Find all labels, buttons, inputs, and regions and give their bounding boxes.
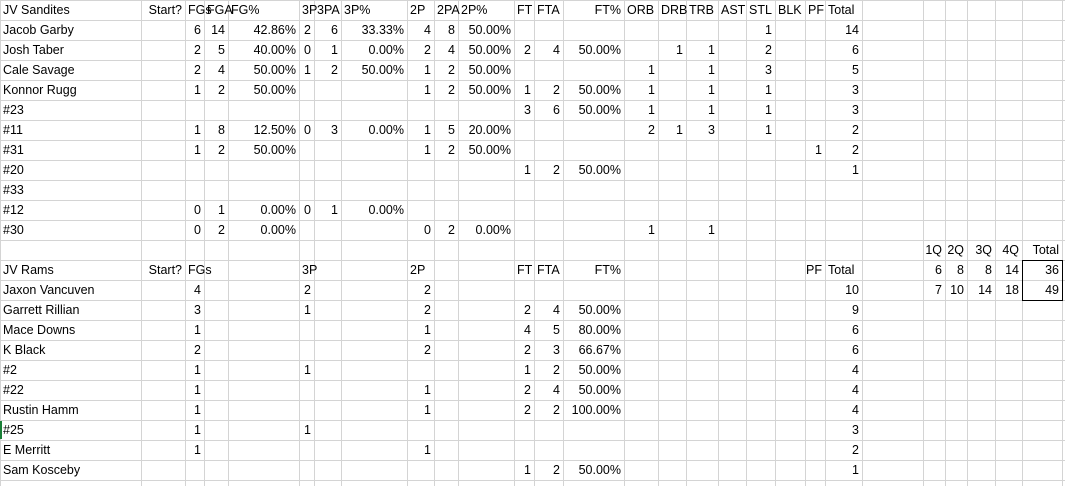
column-header: TRB <box>689 3 714 17</box>
stat-cell[interactable]: 5 <box>218 43 225 57</box>
stat-cell[interactable]: 42.86% <box>253 23 296 37</box>
stat-cell[interactable]: 50.00% <box>578 463 621 477</box>
stat-cell[interactable]: 50.00% <box>578 83 621 97</box>
stat-cell[interactable]: 2 <box>524 43 531 57</box>
stat-cell[interactable]: 2 <box>553 363 560 377</box>
column-header: FT <box>517 3 533 17</box>
stat-cell[interactable]: 2 <box>304 283 311 297</box>
column-header: 2PA <box>437 3 460 17</box>
stat-cell[interactable]: 1 <box>304 363 311 377</box>
stat-cell[interactable]: 2 <box>524 343 531 357</box>
quarter-score-cell[interactable]: 6 <box>935 263 942 277</box>
stat-cell[interactable]: 50.00% <box>468 83 511 97</box>
column-header: Total <box>828 3 855 17</box>
stat-cell[interactable]: 2 <box>448 83 455 97</box>
stat-cell[interactable]: 50.00% <box>253 83 296 97</box>
stat-cell[interactable]: 1 <box>194 123 201 137</box>
stat-cell[interactable]: 1 <box>524 83 531 97</box>
stat-cell[interactable]: 0.00% <box>475 223 511 237</box>
stat-cell[interactable]: 80.00% <box>578 323 621 337</box>
stat-cell[interactable]: 1 <box>194 83 201 97</box>
stat-cell[interactable]: 1 <box>765 83 772 97</box>
column-header: FTA <box>537 3 560 17</box>
stat-cell[interactable]: 50.00% <box>578 363 621 377</box>
stat-cell[interactable]: 6 <box>194 23 201 37</box>
stat-cell[interactable]: 2 <box>648 123 655 137</box>
stat-cell[interactable]: 1 <box>194 423 201 437</box>
stat-cell[interactable]: 2 <box>331 63 338 77</box>
stat-cell[interactable]: 0 <box>304 203 311 217</box>
quarter-score-cell[interactable]: 10 <box>950 283 964 297</box>
stat-cell[interactable]: 5 <box>448 123 455 137</box>
quarter-score-cell[interactable]: 14 <box>978 283 992 297</box>
grid-line <box>0 280 1065 281</box>
player-name-cell[interactable]: Mace Downs <box>3 323 76 337</box>
stat-cell[interactable]: 8 <box>448 23 455 37</box>
stat-cell[interactable]: 1 <box>676 123 683 137</box>
stat-cell[interactable]: 4 <box>852 363 859 377</box>
stat-cell[interactable]: 1 <box>304 423 311 437</box>
quarter-score-cell[interactable]: 49 <box>1045 283 1059 297</box>
grid-line <box>0 20 1065 21</box>
stat-cell[interactable]: 4 <box>524 323 531 337</box>
stat-cell[interactable]: 1 <box>765 123 772 137</box>
quarter-header: 2Q <box>947 243 964 257</box>
quarter-header: 3Q <box>975 243 992 257</box>
quarter-score-cell[interactable]: 14 <box>1005 263 1019 277</box>
quarter-score-cell[interactable]: 36 <box>1045 263 1059 277</box>
stat-cell[interactable]: 2 <box>448 63 455 77</box>
stat-cell[interactable]: 0 <box>424 223 431 237</box>
stat-cell[interactable]: 1 <box>648 223 655 237</box>
stat-cell[interactable]: 1 <box>852 163 859 177</box>
stat-cell[interactable]: 14 <box>211 23 225 37</box>
stat-cell[interactable]: 4 <box>553 303 560 317</box>
stat-cell[interactable]: 1 <box>524 363 531 377</box>
stat-cell[interactable]: 50.00% <box>468 63 511 77</box>
player-name-cell[interactable]: E Merritt <box>3 443 51 457</box>
stat-cell[interactable]: 2 <box>553 163 560 177</box>
stat-cell[interactable]: 1 <box>424 123 431 137</box>
stat-cell[interactable]: 4 <box>448 43 455 57</box>
column-header: PF <box>808 3 824 17</box>
player-name-cell[interactable]: #20 <box>3 163 24 177</box>
player-name-cell[interactable]: Cale Savage <box>3 63 75 77</box>
stat-cell[interactable]: 6 <box>852 343 859 357</box>
stat-cell[interactable]: 1 <box>648 63 655 77</box>
column-header: FGs <box>188 263 212 277</box>
stat-cell[interactable]: 1 <box>765 103 772 117</box>
player-name-cell[interactable]: #33 <box>3 183 24 197</box>
stat-cell[interactable]: 3 <box>765 63 772 77</box>
player-name-cell[interactable]: Konnor Rugg <box>3 83 77 97</box>
stat-cell[interactable]: 1 <box>194 143 201 157</box>
stat-cell[interactable]: 0.00% <box>368 203 404 217</box>
column-header: 3PA <box>317 3 340 17</box>
stat-cell[interactable]: 2 <box>765 43 772 57</box>
stat-cell[interactable]: 6 <box>553 103 560 117</box>
stat-cell[interactable]: 40.00% <box>253 43 296 57</box>
column-header: PF <box>806 263 822 277</box>
stat-cell[interactable]: 4 <box>553 43 560 57</box>
player-name-cell[interactable]: Jacob Garby <box>3 23 74 37</box>
stat-cell[interactable]: 1 <box>424 383 431 397</box>
column-header: DRB <box>661 3 688 17</box>
row-selection-indicator <box>0 421 2 439</box>
stat-cell[interactable]: 50.00% <box>578 383 621 397</box>
stat-cell[interactable]: 1 <box>424 143 431 157</box>
stat-cell[interactable]: 1 <box>648 103 655 117</box>
stat-cell[interactable]: 1 <box>331 203 338 217</box>
stat-cell[interactable]: 5 <box>852 63 859 77</box>
stat-cell[interactable]: 50.00% <box>578 163 621 177</box>
stat-cell[interactable]: 2 <box>553 83 560 97</box>
stat-cell[interactable]: 1 <box>524 163 531 177</box>
stat-cell[interactable]: 50.00% <box>468 23 511 37</box>
grid-line <box>0 440 1065 441</box>
column-header: FG% <box>231 3 260 17</box>
stat-cell[interactable]: 0 <box>194 203 201 217</box>
stat-cell[interactable]: 1 <box>648 83 655 97</box>
stat-cell[interactable]: 4 <box>194 283 201 297</box>
stat-cell[interactable]: 1 <box>331 43 338 57</box>
column-header: Start? <box>148 263 182 277</box>
stat-cell[interactable]: 100.00% <box>571 403 621 417</box>
stat-cell[interactable]: 50.00% <box>253 63 296 77</box>
stat-cell[interactable]: 1 <box>194 383 201 397</box>
player-name-cell[interactable]: Garrett Rillian <box>3 303 80 317</box>
stat-cell[interactable]: 2 <box>218 143 225 157</box>
stat-cell[interactable]: 1 <box>708 83 715 97</box>
column-header: 3P <box>302 3 318 17</box>
player-name-cell[interactable]: #30 <box>3 223 24 237</box>
player-name-cell[interactable]: Jaxon Vancuven <box>3 283 95 297</box>
stat-cell[interactable]: 50.00% <box>468 143 511 157</box>
column-header: FT% <box>594 263 621 277</box>
column-header: ORB <box>627 3 655 17</box>
stat-cell[interactable]: 50.00% <box>253 143 296 157</box>
stat-cell[interactable]: 2 <box>218 83 225 97</box>
quarter-score-cell[interactable]: 7 <box>935 283 942 297</box>
stat-cell[interactable]: 2 <box>524 383 531 397</box>
stat-cell[interactable]: 2 <box>852 143 859 157</box>
stat-cell[interactable]: 0.00% <box>368 123 404 137</box>
stat-cell[interactable]: 1 <box>815 143 822 157</box>
stat-cell[interactable]: 3 <box>524 103 531 117</box>
stat-cell[interactable]: 1 <box>304 303 311 317</box>
stat-cell[interactable]: 5 <box>553 323 560 337</box>
grid-line <box>0 420 1065 421</box>
stat-cell[interactable]: 2 <box>553 403 560 417</box>
stat-cell[interactable]: 2 <box>424 43 431 57</box>
player-name-cell[interactable]: K Black <box>3 343 46 357</box>
stat-cell[interactable]: 2 <box>424 283 431 297</box>
player-name-cell[interactable]: #11 <box>3 123 23 137</box>
column-header: 2P% <box>461 3 488 17</box>
grid-line <box>0 200 1065 201</box>
column-header: BLK <box>778 3 802 17</box>
player-name-cell[interactable]: #22 <box>3 383 24 397</box>
grid-line <box>1062 0 1063 486</box>
column-header: STL <box>749 3 772 17</box>
stat-cell[interactable]: 50.00% <box>361 63 404 77</box>
grid-line <box>718 0 719 486</box>
stat-cell[interactable]: 1 <box>765 23 772 37</box>
grid-line <box>141 0 142 486</box>
column-header: FGs <box>188 3 212 17</box>
stat-cell[interactable]: 1 <box>424 443 431 457</box>
grid-line <box>0 480 1065 481</box>
grid-line <box>0 220 1065 221</box>
stat-cell[interactable]: 50.00% <box>578 103 621 117</box>
stat-cell[interactable]: 1 <box>194 323 201 337</box>
stat-cell[interactable]: 9 <box>852 303 859 317</box>
stat-cell[interactable]: 3 <box>553 343 560 357</box>
stat-cell[interactable]: 3 <box>852 103 859 117</box>
column-header: 2P <box>410 263 426 277</box>
column-header: JV Rams <box>3 263 54 277</box>
stat-cell[interactable]: 1 <box>194 403 201 417</box>
stat-cell[interactable]: 14 <box>845 23 859 37</box>
stat-cell[interactable]: 20.00% <box>468 123 511 137</box>
column-header: JV Sandites <box>3 3 70 17</box>
stat-cell[interactable]: 1 <box>708 223 715 237</box>
grid-line <box>0 120 1065 121</box>
stat-cell[interactable]: 2 <box>218 223 225 237</box>
grid-line <box>0 140 1065 141</box>
player-name-cell[interactable]: #12 <box>3 203 24 217</box>
stat-cell[interactable]: 4 <box>852 403 859 417</box>
stat-cell[interactable]: 0 <box>304 43 311 57</box>
stat-cell[interactable]: 33.33% <box>361 23 404 37</box>
stat-cell[interactable]: 2 <box>852 443 859 457</box>
stat-cell[interactable]: 1 <box>676 43 683 57</box>
column-header: FT% <box>594 3 621 17</box>
stat-cell[interactable]: 12.50% <box>253 123 296 137</box>
column-header: 3P% <box>344 3 371 17</box>
quarter-score-cell[interactable]: 8 <box>985 263 992 277</box>
column-header: FTA <box>537 263 560 277</box>
stat-cell[interactable]: 1 <box>708 43 715 57</box>
stat-cell[interactable]: 1 <box>424 323 431 337</box>
stat-cell[interactable]: 4 <box>852 383 859 397</box>
quarter-score-cell[interactable]: 8 <box>957 263 964 277</box>
stat-cell[interactable]: 2 <box>304 23 311 37</box>
stat-cell[interactable]: 8 <box>218 123 225 137</box>
stat-cell[interactable]: 2 <box>448 143 455 157</box>
grid-line <box>775 0 776 486</box>
stat-cell[interactable]: 6 <box>331 23 338 37</box>
stat-cell[interactable]: 1 <box>424 63 431 77</box>
stat-cell[interactable]: 2 <box>553 463 560 477</box>
quarter-header: Total <box>1032 243 1059 257</box>
column-header: Total <box>828 263 855 277</box>
stat-cell[interactable]: 50.00% <box>468 43 511 57</box>
stat-cell[interactable]: 0.00% <box>260 203 296 217</box>
grid-line <box>0 60 1065 61</box>
stat-cell[interactable]: 1 <box>524 463 531 477</box>
column-header: AST <box>721 3 746 17</box>
column-header: FGA <box>207 3 233 17</box>
stat-cell[interactable]: 2 <box>524 403 531 417</box>
stat-cell[interactable]: 3 <box>194 303 201 317</box>
stat-cell[interactable]: 0.00% <box>260 223 296 237</box>
stat-cell[interactable]: 3 <box>331 123 338 137</box>
stat-cell[interactable]: 1 <box>424 403 431 417</box>
stat-cell[interactable]: 2 <box>194 343 201 357</box>
stat-cell[interactable]: 3 <box>852 83 859 97</box>
stat-cell[interactable]: 0 <box>304 123 311 137</box>
stat-cell[interactable]: 6 <box>852 43 859 57</box>
player-name-cell[interactable]: #23 <box>3 103 24 117</box>
column-header: 2P <box>410 3 426 17</box>
grid-line <box>862 0 863 486</box>
stat-cell[interactable]: 3 <box>708 123 715 137</box>
stat-cell[interactable]: 50.00% <box>578 43 621 57</box>
quarter-header: 1Q <box>925 243 942 257</box>
stat-cell[interactable]: 2 <box>424 343 431 357</box>
stat-cell[interactable]: 1 <box>424 83 431 97</box>
grid-line <box>0 240 1065 241</box>
stat-cell[interactable]: 2 <box>448 223 455 237</box>
player-name-cell[interactable]: Sam Kosceby <box>3 463 81 477</box>
stat-cell[interactable]: 0.00% <box>368 43 404 57</box>
stat-cell[interactable]: 1 <box>194 363 201 377</box>
stat-cell[interactable]: 2 <box>424 303 431 317</box>
stat-cell[interactable]: 4 <box>218 63 225 77</box>
stat-cell[interactable]: 4 <box>424 23 431 37</box>
stat-cell[interactable]: 4 <box>553 383 560 397</box>
player-name-cell[interactable]: Josh Taber <box>3 43 64 57</box>
stat-cell[interactable]: 1 <box>194 443 201 457</box>
stat-cell[interactable]: 2 <box>852 123 859 137</box>
stat-cell[interactable]: 2 <box>194 63 201 77</box>
stat-cell[interactable]: 1 <box>218 203 225 217</box>
player-name-cell[interactable]: #31 <box>3 143 24 157</box>
grid-line <box>658 0 659 486</box>
player-name-cell[interactable]: Rustin Hamm <box>3 403 79 417</box>
grid-line <box>805 0 806 486</box>
quarter-header: 4Q <box>1002 243 1019 257</box>
column-header: 3P <box>302 263 318 277</box>
column-header: Start? <box>148 3 182 17</box>
stat-cell[interactable]: 66.67% <box>578 343 621 357</box>
grid-line <box>0 180 1065 181</box>
stat-cell[interactable]: 3 <box>852 423 859 437</box>
player-name-cell[interactable]: #2 <box>3 363 17 377</box>
stat-cell[interactable]: 1 <box>708 63 715 77</box>
column-header: FT <box>517 263 533 277</box>
stat-cell[interactable]: 0 <box>194 223 201 237</box>
stat-cell[interactable]: 6 <box>852 323 859 337</box>
totals-border-box <box>1022 260 1063 301</box>
player-name-cell[interactable]: #25 <box>3 423 24 437</box>
stat-cell[interactable]: 1 <box>304 63 311 77</box>
stat-cell[interactable]: 10 <box>845 283 859 297</box>
stat-cell[interactable]: 2 <box>194 43 201 57</box>
stat-cell[interactable]: 2 <box>524 303 531 317</box>
stat-cell[interactable]: 1 <box>708 103 715 117</box>
stat-cell[interactable]: 1 <box>852 463 859 477</box>
stat-cell[interactable]: 50.00% <box>578 303 621 317</box>
quarter-score-cell[interactable]: 18 <box>1005 283 1019 297</box>
